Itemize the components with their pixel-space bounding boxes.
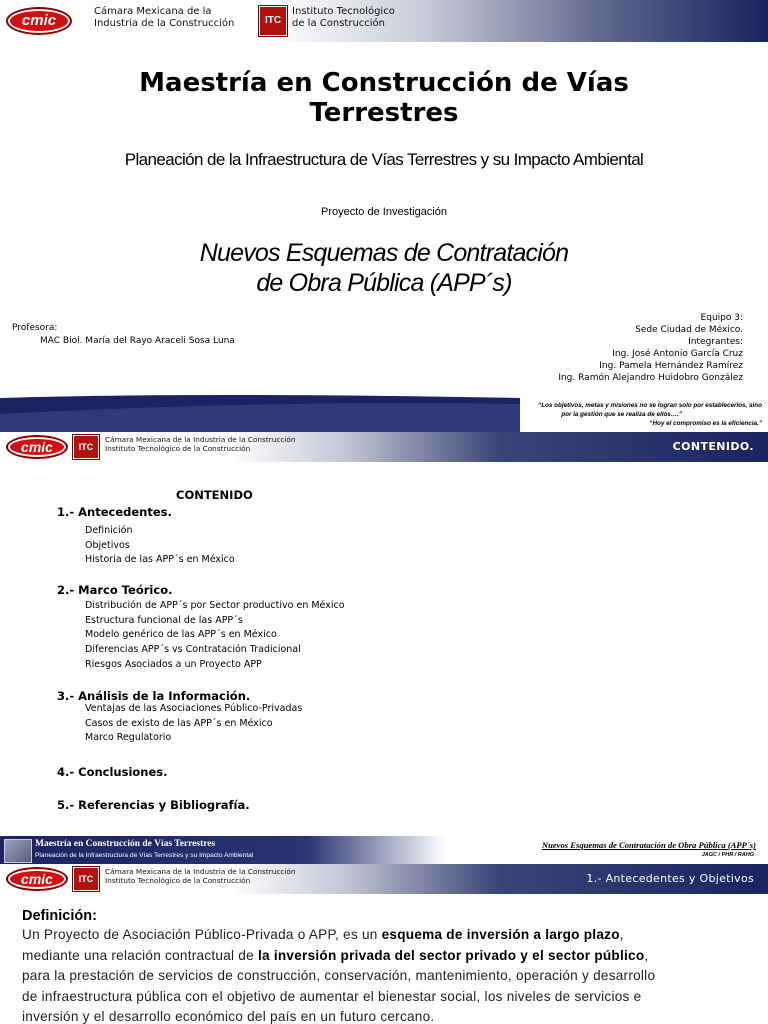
definition-label: Definición: <box>22 908 97 924</box>
section-3 <box>57 688 302 746</box>
contents-item: Marco Regulatorio <box>85 732 172 744</box>
contents-item: Definición <box>85 525 133 536</box>
definition-text: mediante una relación contractual de <box>22 947 258 963</box>
section-title-3: 3.- Análisis de la Información. <box>57 689 251 703</box>
project-title-line1: Nuevos Esquemas de Contratación <box>199 239 569 267</box>
definition-text: de infraestructura pública con el objetivo de aumentar el bienestar social, los niveles de servicios e <box>22 988 642 1004</box>
footer-left-line2: Planeación de la Infraestructura de Vías Terrestres y su Impacto Ambiental <box>35 852 254 859</box>
project-label: Proyecto de Investigación <box>321 206 447 218</box>
contents-item: Ventajas de las Asociaciones Público-Privadas <box>85 703 303 714</box>
footer-right-line2: JAGC / PHR / RAHG <box>701 852 754 858</box>
definition-text: , <box>619 927 624 942</box>
section-items-1 <box>57 524 235 568</box>
section-title-2: 2.- Marco Teórico. <box>57 583 173 597</box>
contents-item: Riesgos Asociados a un Proyecto APP <box>85 658 262 670</box>
slide-antecedentes <box>0 864 768 1024</box>
org-names <box>105 436 295 454</box>
team-line: Ing. Pamela Hernández Ramírez <box>599 361 743 371</box>
footer-icon <box>4 839 32 863</box>
section-items-2 <box>57 599 345 673</box>
org-cmic-name <box>94 6 234 30</box>
slide-footer <box>0 836 768 864</box>
org-itc-line1: Instituto Tecnológico <box>292 6 395 17</box>
org-names <box>105 868 295 886</box>
contents-item: Casos de existo de las APP´s en México <box>85 717 273 729</box>
org-line1: Cámara Mexicana de la Industria de la Construcción <box>105 435 296 444</box>
contents-item: Estructura funcional de las APP´s <box>85 614 243 626</box>
profesora-label: Profesora: <box>12 323 58 333</box>
quote <box>538 401 762 428</box>
org-itc-line2: de la Construcción <box>292 18 386 29</box>
definition-bold: esquema de inversión a largo plazo <box>381 927 620 942</box>
team-line: Integrantes: <box>688 337 743 347</box>
profesora-name: MAC Biol. María del Rayo Araceli Sosa Luna <box>40 336 235 346</box>
quote-line3: “Hoy el compromiso es la eficiencia.” <box>649 420 762 427</box>
section-items-3 <box>57 702 302 746</box>
definition-text: para la prestación de servicios de construcción, conservación, mantenimiento, operación y desarrollo <box>22 968 656 983</box>
contents-item: Distribución de APP´s por Sector productivo en México <box>85 600 345 611</box>
contents-item: Diferencias APP´s vs Contratación Tradicional <box>85 644 301 656</box>
footer-left-line1: Maestría en Construcción de Vías Terrestres <box>35 839 216 849</box>
team-line: Ing. Ramón Alejandro Huidobro González <box>558 373 743 383</box>
section-title-5: 5.- Referencias y Bibliografía. <box>57 798 250 812</box>
section-2 <box>57 582 345 673</box>
itc-logo: ITC <box>73 867 99 891</box>
section-title: CONTENIDO. <box>672 440 754 453</box>
contents-item: Historia de las APP´s en México <box>85 554 235 566</box>
slide-contents <box>0 432 768 864</box>
definition-paragraph <box>22 925 750 1024</box>
org-itc-name <box>292 6 395 30</box>
main-title-line1: Maestría en Construcción de Vías <box>139 68 629 98</box>
definition-text: , <box>644 947 649 963</box>
main-title <box>0 68 768 128</box>
section-title-1: 1.- Antecedentes. <box>57 505 172 519</box>
project-title <box>0 238 768 298</box>
cmic-logo: cmic <box>6 867 68 891</box>
section-title: 1.- Antecedentes y Objetivos <box>586 872 754 885</box>
org-line1: Cámara Mexicana de la Industria de la Construcción <box>105 867 296 876</box>
contents-heading: CONTENIDO <box>176 488 253 502</box>
team-block <box>558 312 743 384</box>
org-line2: Instituto Tecnológico de la Construcción <box>105 875 251 885</box>
slide-title <box>0 0 768 432</box>
team-line: Ing. José Antonio García Cruz <box>612 349 743 359</box>
quote-line2: por la gestión que se realiza de ellos….” <box>561 411 682 418</box>
project-title-line2: de Obra Pública (APP´s) <box>256 269 512 297</box>
subtitle: Planeación de la Infraestructura de Vías Terrestres y su Impacto Ambiental <box>124 150 644 169</box>
org-cmic-line1: Cámara Mexicana de la <box>94 6 212 17</box>
cmic-logo: cmic <box>6 435 68 459</box>
team-line: Sede Ciudad de México. <box>635 325 743 335</box>
org-cmic-line2: Industria de la Construcción <box>94 18 235 29</box>
itc-logo: ITC <box>259 6 287 36</box>
definition-text: Un Proyecto de Asociación Público-Privada o APP, es un <box>22 927 382 942</box>
cmic-logo: cmic <box>6 7 72 35</box>
team-line: Equipo 3: <box>700 313 743 323</box>
quote-line1: “Los objetivos, metas y misiones no se logran solo por establecerlos, sino <box>538 402 762 409</box>
footer-right-line1: Nuevos Esquemas de Contratación de Obra Pública (APP´s) <box>541 840 756 850</box>
definition-bold: la inversión privada del sector privado y el sector público <box>257 947 645 963</box>
section-1 <box>57 504 235 568</box>
definition-text: inversión y el desarrollo económico del país en un futuro cercano. <box>22 1009 435 1024</box>
section-title-4: 4.- Conclusiones. <box>57 765 168 779</box>
contents-item: Objetivos <box>85 539 130 551</box>
main-title-line2: Terrestres <box>309 98 459 128</box>
itc-logo: ITC <box>73 435 99 459</box>
org-line2: Instituto Tecnológico de la Construcción <box>105 443 251 453</box>
contents-item: Modelo genérico de las APP´s en México <box>85 629 277 641</box>
